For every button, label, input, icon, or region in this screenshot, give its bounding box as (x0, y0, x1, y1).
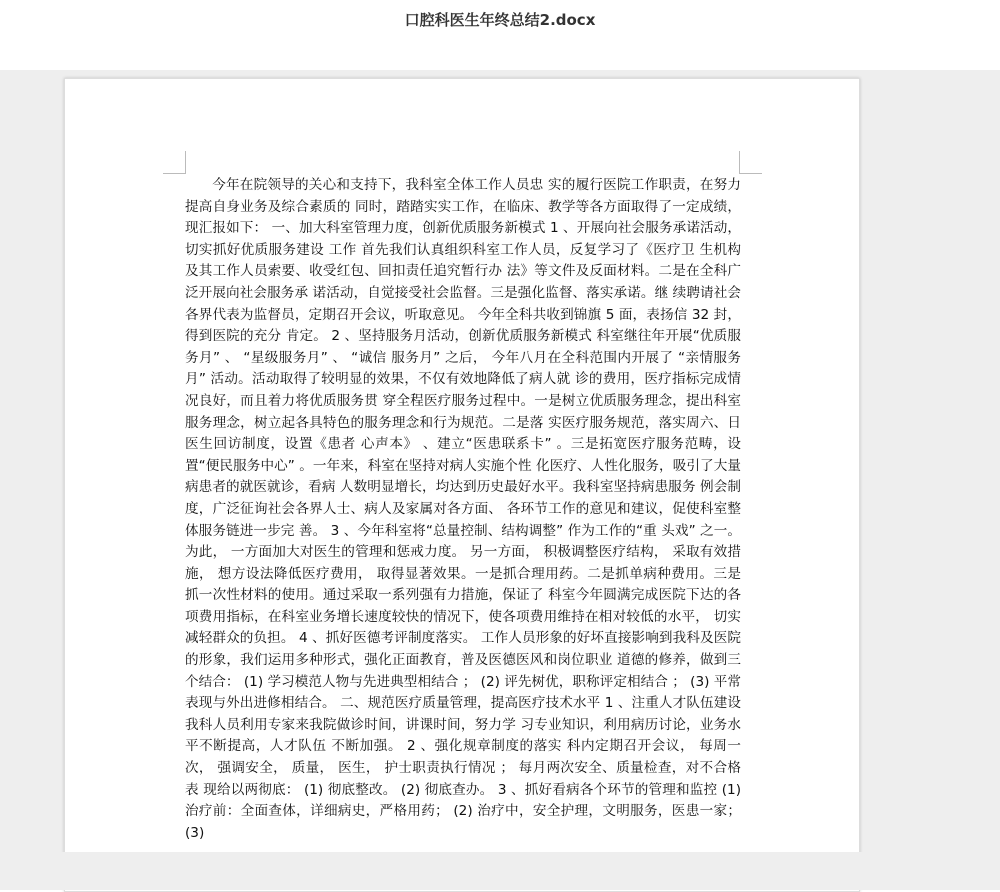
document-page (64, 78, 860, 892)
document-title: 口腔科医生年终总结2.docx (404, 11, 596, 29)
margin-corner-top-left (163, 151, 186, 174)
bottom-bar (0, 852, 1000, 890)
margin-corner-top-right (739, 151, 762, 174)
document-viewer[interactable] (0, 70, 1000, 890)
document-body-text: 今年在院领导的关心和支持下，我科室全体工作人员忠 实的履行医院工作职责，在努力提高自身业务及综合素质的 同时，踏踏实实工作，在临床、教学等各方面取得了一定成绩，现汇报如下： 一、加大科室管理力度，创新优质服务新模式 1 、开展向社会服务承诺活动，切实抓好优质服务建设 工作 首先我们认真组织科室工作人员，反复学习了《医疗卫 生机构及其工作人员索要、收受红包、回扣责任追究暂行办 法》等文件及反面材料。二是在全科广泛开展向社会服务承 诺活动，自觉接受社会监督。三是强化监督、落实承诺。继 续聘请社会各界代表为监督员，定期召开会议，听取意见。 今年全科共收到锦旗 5 面，表扬信 32 封，得到医院的充分 肯定。 2 、坚持服务月活动，创新优质服务新模式 科室继往年开展“优质服务月” 、 “星级服务月” 、 “诚信 服务月” 之后， 今年八月在全科范围内开展了 “亲情服务月” 活动。活动取得了较明显的效果，不仅有效地降低了病人就 诊的费用，医疗指标完成情况良好，而且着力将优质服务贯 穿全程医疗服务过程中。一是树立优质服务理念，提出科室 服务理念，树立起各具特色的服务理念和行为规范。二是落 实医疗服务规范，落实周六、日医生回访制度，设置《患者 心声本》 、建立“医患联系卡” 。三是拓宽医疗服务范畴，设 置“便民服务中心” 。一年来，科室在坚持对病人实施个性 化医疗、人性化服务，吸引了大量病患者的就医就诊，看病 人数明显增长，均达到历史最好水平。我科室坚持病患服务 例会制度，广泛征询社会各界人士、病人及家属对各方面、 各环节工作的意见和建议，促使科室整体服务链进一步完 善。 3 、今年科室将“总量控制、结构调整” 作为工作的“重 头戏” 之一。 为此， 一方面加大对医生的管理和惩戒力度。 另一方面， 积极调整医疗结构， 采取有效措施， 想方设法降低医疗费用， 取得显著效果。一是抓合理用药。二是抓单病种费用。三是 抓一次性材料的使用。通过采取一系列强有力措施，保证了 科室今年圆满完成医院下达的各项费用指标，在科室业务增长速度较快的情况下，使各项费用维持在相对较低的水平， 切实减轻群众的负担。 4 、抓好医德考评制度落实。 工作人员形象的好坏直接影响到我科及医院的形象，我们运用多种形式，强化正面教育，普及医德医风和岗位职业 道德的修养，做到三个结合： (1) 学习模范人物与先进典型相结合 ； (2) 评先树优，职称评定相结合 ； (3) 平常表现与外出进修相结合。 二、规范医疗质量管理，提高医疗技术水平 1 、注重人才队伍建设 我科人员利用专家来我院做诊时间，讲课时间，努力学 习专业知识，利用病历讨论，业务水平不断提高，人才队伍 不断加强。 2 、强化规章制度的落实 科内定期召开会议， 每周一次， 强调安全， 质量， 医生， 护士职责执行情况 ； 每月两次安全、质量检查，对不合格表 现给以两彻底： (1) 彻底整改。 (2) 彻底查办。 3 、抓好看病各个环节的管理和监控 (1) 治疗前：全面查体，详细病史，严格用药； (2) 治疗中，安全护理，文明服务，医患一家； (3) (185, 177, 741, 841)
title-bar (0, 0, 1000, 70)
